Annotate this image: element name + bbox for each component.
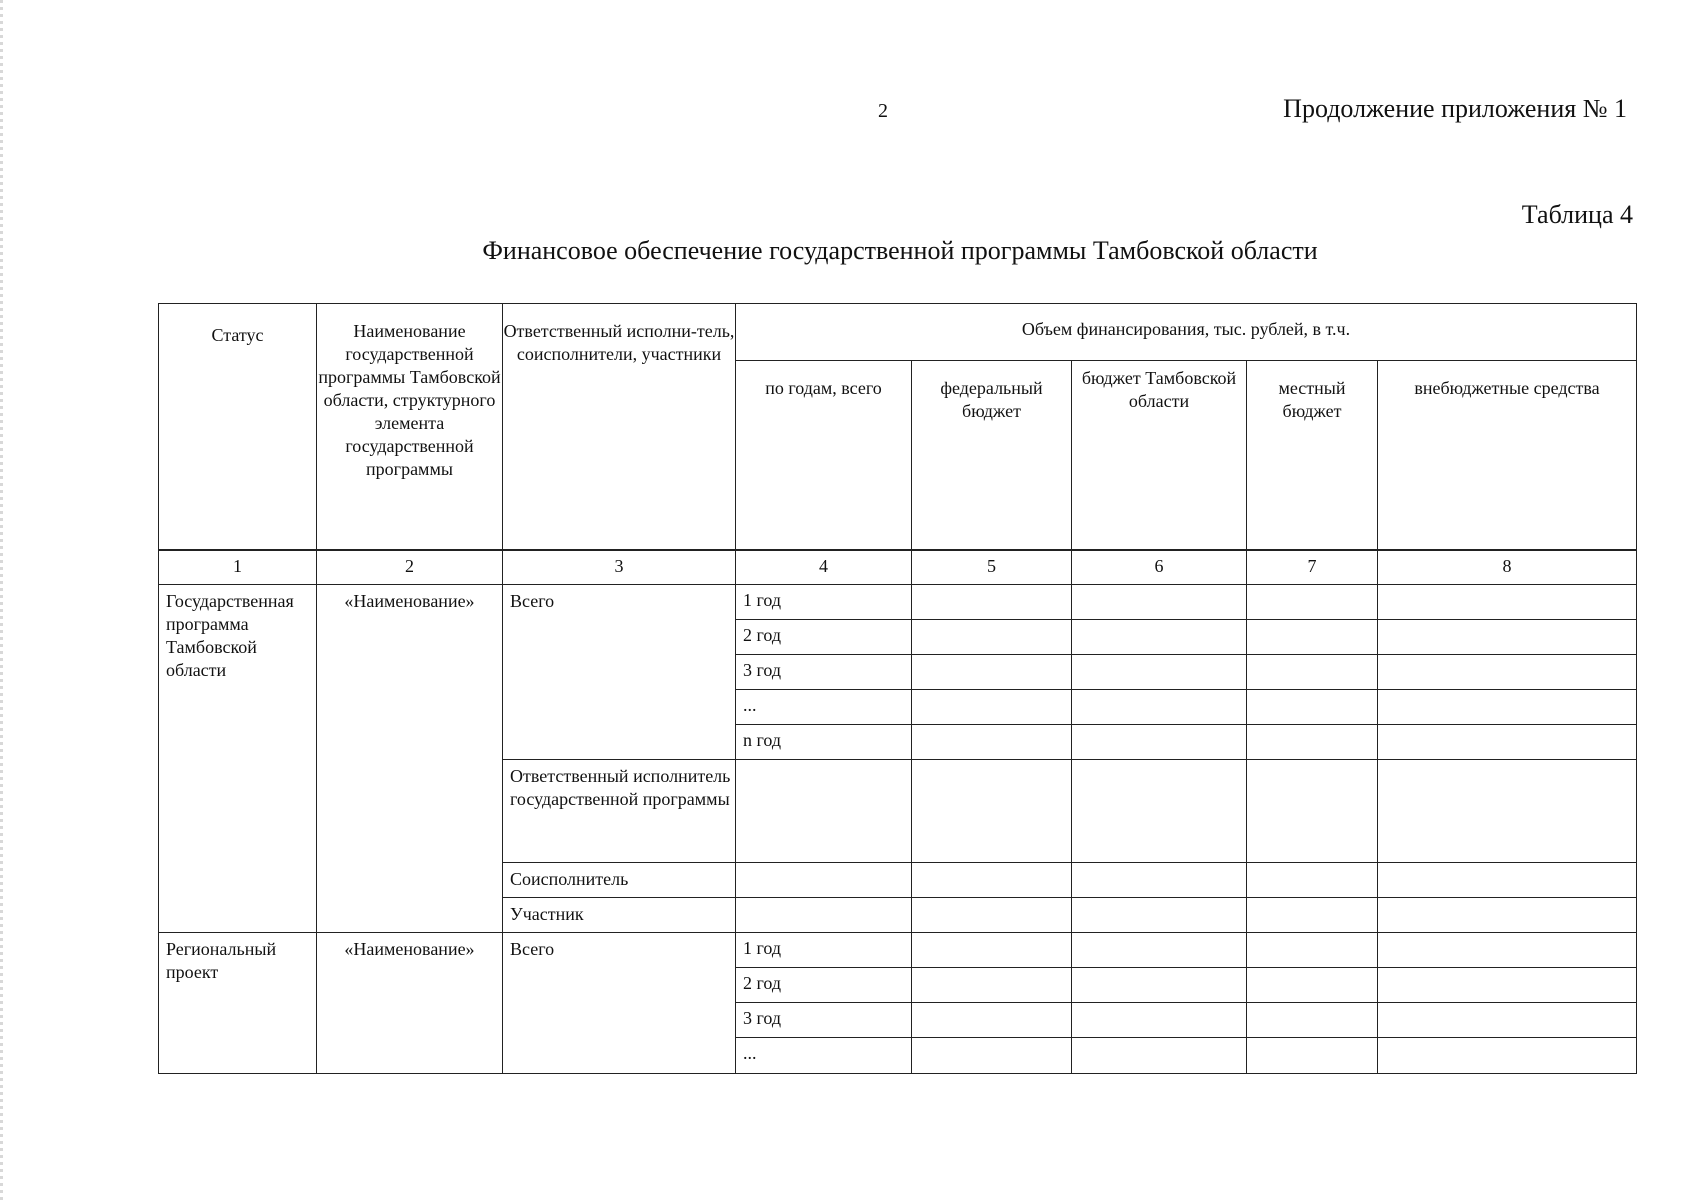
empty-cell <box>912 760 1072 863</box>
project-status: Региональный проект <box>159 933 317 1074</box>
empty-cell <box>1378 968 1637 1003</box>
col-header-local: местный бюджет <box>1247 361 1378 551</box>
empty-cell <box>1378 620 1637 655</box>
empty-cell <box>736 898 912 933</box>
program-name: «Наименование» <box>317 585 503 933</box>
participant: Участник <box>503 898 736 933</box>
empty-cell <box>736 760 912 863</box>
empty-cell <box>1072 1003 1247 1038</box>
empty-cell <box>1072 968 1247 1003</box>
empty-cell <box>912 690 1072 725</box>
empty-cell <box>912 933 1072 968</box>
table-body <box>158 549 1637 1074</box>
scan-edge <box>0 0 3 1200</box>
program-total: Всего <box>503 585 736 760</box>
empty-cell <box>1247 585 1378 620</box>
empty-cell <box>912 620 1072 655</box>
col-header-by-years: по годам, всего <box>736 361 912 551</box>
empty-cell <box>912 968 1072 1003</box>
empty-cell <box>1247 620 1378 655</box>
column-number: 1 <box>159 550 317 585</box>
empty-cell <box>1378 1038 1637 1074</box>
year-cell: n год <box>736 725 912 760</box>
empty-cell <box>1378 1003 1637 1038</box>
empty-cell <box>1378 760 1637 863</box>
document-title: Финансовое обеспечение государственной программы Тамбовской области <box>482 236 1318 265</box>
column-number: 2 <box>317 550 503 585</box>
table-row <box>159 585 1637 620</box>
empty-cell <box>1247 760 1378 863</box>
col-header-federal: федеральный бюджет <box>912 361 1072 551</box>
empty-cell <box>912 1003 1072 1038</box>
empty-cell <box>1072 898 1247 933</box>
empty-cell <box>1378 898 1637 933</box>
empty-cell <box>912 898 1072 933</box>
appendix-continuation: Продолжение приложения № 1 <box>1283 94 1627 123</box>
co-executor: Соисполнитель <box>503 863 736 898</box>
responsible-executor: Ответственный исполнитель государственной программы <box>503 760 736 863</box>
col-header-volume: Объем финансирования, тыс. рублей, в т.ч. <box>736 304 1637 361</box>
empty-cell <box>1378 933 1637 968</box>
empty-cell <box>912 863 1072 898</box>
year-cell: 3 год <box>736 655 912 690</box>
empty-cell <box>912 725 1072 760</box>
empty-cell <box>1072 863 1247 898</box>
empty-cell <box>912 655 1072 690</box>
year-cell: 2 год <box>736 620 912 655</box>
column-number: 6 <box>1072 550 1247 585</box>
year-cell: 1 год <box>736 585 912 620</box>
column-numbers-row <box>159 550 1637 585</box>
empty-cell <box>1247 690 1378 725</box>
empty-cell <box>1378 690 1637 725</box>
empty-cell <box>1247 1003 1378 1038</box>
empty-cell <box>1072 1038 1247 1074</box>
page-number: 2 <box>878 100 888 122</box>
year-cell: 3 год <box>736 1003 912 1038</box>
empty-cell <box>1247 968 1378 1003</box>
empty-cell <box>1378 655 1637 690</box>
col-header-regional: бюджет Тамбовской области <box>1072 361 1247 551</box>
empty-cell <box>1247 725 1378 760</box>
year-cell: ... <box>736 1038 912 1074</box>
empty-cell <box>1072 933 1247 968</box>
table-row <box>159 933 1637 968</box>
empty-cell <box>1378 863 1637 898</box>
table-header <box>158 303 1637 551</box>
empty-cell <box>1247 933 1378 968</box>
column-number: 4 <box>736 550 912 585</box>
col-header-name: Наименование государственной программы Тамбовской области, структурного элемента государственной программы <box>317 304 503 551</box>
empty-cell <box>1072 585 1247 620</box>
empty-cell <box>912 1038 1072 1074</box>
col-header-extrabudget: внебюджетные средства <box>1378 361 1637 551</box>
column-number: 5 <box>912 550 1072 585</box>
column-number: 3 <box>503 550 736 585</box>
col-header-responsible: Ответственный исполни-тель, соисполнители, участники <box>503 304 736 551</box>
year-cell: 2 год <box>736 968 912 1003</box>
empty-cell <box>1072 620 1247 655</box>
empty-cell <box>1247 1038 1378 1074</box>
empty-cell <box>1378 725 1637 760</box>
column-number: 7 <box>1247 550 1378 585</box>
empty-cell <box>912 585 1072 620</box>
program-status: Государственная программа Тамбовской области <box>159 585 317 933</box>
column-number: 8 <box>1378 550 1637 585</box>
empty-cell <box>1247 898 1378 933</box>
empty-cell <box>1247 863 1378 898</box>
year-cell: ... <box>736 690 912 725</box>
empty-cell <box>1072 760 1247 863</box>
empty-cell <box>1072 725 1247 760</box>
empty-cell <box>1378 585 1637 620</box>
empty-cell <box>1247 655 1378 690</box>
table-label: Таблица 4 <box>1521 200 1633 229</box>
col-header-status: Статус <box>159 304 317 551</box>
project-total: Всего <box>503 933 736 1074</box>
year-cell: 1 год <box>736 933 912 968</box>
empty-cell <box>1072 690 1247 725</box>
empty-cell <box>1072 655 1247 690</box>
project-name: «Наименование» <box>317 933 503 1074</box>
empty-cell <box>736 863 912 898</box>
